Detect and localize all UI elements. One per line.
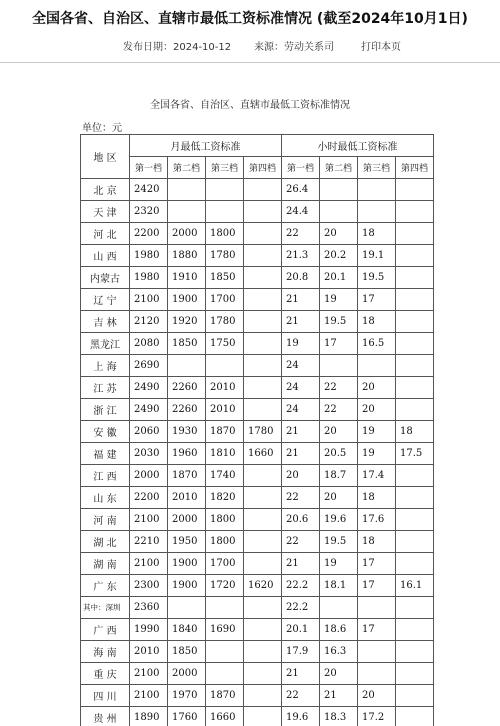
- region-cell: 四 川: [81, 685, 130, 707]
- hourly-tier-2-cell: [320, 355, 358, 377]
- hourly-tier-3-cell: 20: [358, 399, 396, 421]
- hourly-tier-1-cell: 22.2: [282, 575, 320, 597]
- hourly-header: 小时最低工资标准: [282, 135, 434, 157]
- hourly-tier-1-cell: 22: [282, 487, 320, 509]
- hourly-tier-1-cell: 22: [282, 685, 320, 707]
- monthly-tier-1-cell: 2420: [130, 179, 168, 201]
- monthly-tier-4-cell: [244, 663, 282, 685]
- monthly-tier-3-cell: 1800: [206, 531, 244, 553]
- monthly-tier-4-cell: 1660: [244, 443, 282, 465]
- table-row: [81, 509, 434, 531]
- monthly-tier-3-cell: [206, 663, 244, 685]
- hourly-tier-2-cell: [320, 179, 358, 201]
- monthly-header: 月最低工资标准: [130, 135, 282, 157]
- monthly-tier-2-cell: 1960: [168, 443, 206, 465]
- hourly-tier-3-cell: [358, 641, 396, 663]
- hourly-tier-4-cell: 16.1: [396, 575, 434, 597]
- region-cell: 辽 宁: [81, 289, 130, 311]
- hourly-tier-1-cell: 22.2: [282, 597, 320, 619]
- region-cell: 北 京: [81, 179, 130, 201]
- region-cell: 黑龙江: [81, 333, 130, 355]
- hourly-tier-2-cell: 20.5: [320, 443, 358, 465]
- hourly-tier-2-cell: 19: [320, 289, 358, 311]
- table-row: [81, 377, 434, 399]
- hourly-tier-3-cell: 17: [358, 289, 396, 311]
- monthly-tier-2-cell: 1850: [168, 641, 206, 663]
- region-header: 地 区: [81, 135, 130, 179]
- monthly-tier-4-cell: [244, 641, 282, 663]
- monthly-tier-3-cell: 1700: [206, 289, 244, 311]
- hourly-tier-1-cell: 21: [282, 421, 320, 443]
- monthly-tier-1-cell: 1980: [130, 245, 168, 267]
- region-cell: 河 南: [81, 509, 130, 531]
- monthly-tier-1-cell: 1990: [130, 619, 168, 641]
- monthly-tier-2-cell: [168, 179, 206, 201]
- monthly-tier-3-cell: 1660: [206, 707, 244, 726]
- monthly-tier-3-cell: 1850: [206, 267, 244, 289]
- table-row: [81, 245, 434, 267]
- hourly-tier-2-cell: 20: [320, 663, 358, 685]
- monthly-tier-3-cell: 1800: [206, 223, 244, 245]
- hourly-tier-2-cell: 20.2: [320, 245, 358, 267]
- table-row: [81, 443, 434, 465]
- hourly-tier-3-cell: 18: [358, 311, 396, 333]
- hourly-tier-1-cell: 22: [282, 531, 320, 553]
- monthly-tier-1-cell: 2100: [130, 685, 168, 707]
- hourly-tier-3-cell: 19: [358, 421, 396, 443]
- table-row: [81, 311, 434, 333]
- region-cell: 广 东: [81, 575, 130, 597]
- hourly-tier-4-cell: 17.5: [396, 443, 434, 465]
- monthly-tier-4-cell: [244, 685, 282, 707]
- table-row: [81, 553, 434, 575]
- hourly-tier-1-cell: 24: [282, 355, 320, 377]
- hourly-tier-2-cell: [320, 597, 358, 619]
- monthly-tier-1-cell: 2300: [130, 575, 168, 597]
- region-cell: 江 苏: [81, 377, 130, 399]
- region-cell: 湖 北: [81, 531, 130, 553]
- hourly-tier-1-cell: 19: [282, 333, 320, 355]
- region-cell: 湖 南: [81, 553, 130, 575]
- table-row: [81, 465, 434, 487]
- monthly-tier-1-cell: 2200: [130, 487, 168, 509]
- hourly-tier-4-cell: [396, 663, 434, 685]
- page-title: 全国各省、自治区、直辖市最低工资标准情况 (截至2024年10月1日): [32, 11, 468, 27]
- monthly-tier-2-cell: 1840: [168, 619, 206, 641]
- monthly-tier-3-cell: 1870: [206, 421, 244, 443]
- hourly-tier-4-cell: [396, 333, 434, 355]
- unit-label: 单位：元: [82, 123, 122, 134]
- monthly-tier-2-cell: 1900: [168, 575, 206, 597]
- hourly-tier-4-cell: [396, 707, 434, 726]
- table-row: [81, 223, 434, 245]
- monthly-tier-1-cell: 1890: [130, 707, 168, 726]
- table-row: [81, 663, 434, 685]
- hourly-tier-2-cell: 20: [320, 223, 358, 245]
- hourly-tier-4-cell: [396, 245, 434, 267]
- monthly-tier-2-cell: 2000: [168, 663, 206, 685]
- monthly-tier-1-cell: 2060: [130, 421, 168, 443]
- hourly-tier-1-cell: 21: [282, 443, 320, 465]
- hourly-tier-2-cell: 20.1: [320, 267, 358, 289]
- monthly-tier-2-cell: 2260: [168, 399, 206, 421]
- source-label: 来源：劳动关系司: [254, 42, 334, 53]
- hourly-tier-3-cell: 16.5: [358, 333, 396, 355]
- monthly-tier-1-cell: 2010: [130, 641, 168, 663]
- hourly-tier-2-cell: [320, 201, 358, 223]
- monthly-tier-4-cell: [244, 619, 282, 641]
- table-row: [81, 597, 434, 619]
- monthly-tier-4-cell: [244, 289, 282, 311]
- region-cell: 山 西: [81, 245, 130, 267]
- table-title: 全国各省、自治区、直辖市最低工资标准情况: [150, 100, 350, 111]
- monthly-tier-3-cell: [206, 201, 244, 223]
- hourly-tier-3-cell: 17: [358, 619, 396, 641]
- hourly-tier-1-cell: 24: [282, 377, 320, 399]
- monthly-tier-2-cell: [168, 597, 206, 619]
- hourly-tier-3-cell: 17.2: [358, 707, 396, 726]
- hourly-tier-4-cell: [396, 619, 434, 641]
- monthly-tier-3-cell: [206, 179, 244, 201]
- monthly-tier-4-cell: [244, 487, 282, 509]
- monthly-tier-1-cell: 1980: [130, 267, 168, 289]
- monthly-tier-3-cell: 1820: [206, 487, 244, 509]
- monthly-tier-2-cell: 1900: [168, 289, 206, 311]
- hourly-tier-4-cell: [396, 685, 434, 707]
- monthly-tier-3-cell: 1700: [206, 553, 244, 575]
- monthly-tier-1-cell: 2210: [130, 531, 168, 553]
- monthly-tier-2-cell: 1950: [168, 531, 206, 553]
- monthly-tier-1-cell: 2100: [130, 289, 168, 311]
- hourly-tier-3-cell: 19.5: [358, 267, 396, 289]
- monthly-tier-2-cell: [168, 355, 206, 377]
- hourly-tier-3-cell: 19.1: [358, 245, 396, 267]
- table-row: [81, 487, 434, 509]
- monthly-tier-4-cell: [244, 377, 282, 399]
- monthly-tier-2-cell: 2000: [168, 223, 206, 245]
- hourly-tier-2-cell: 20: [320, 487, 358, 509]
- monthly-tier-3-cell: 1870: [206, 685, 244, 707]
- hourly-tier-2-cell: 22: [320, 377, 358, 399]
- region-cell: 广 西: [81, 619, 130, 641]
- hourly-tier-4-cell: [396, 179, 434, 201]
- monthly-tier-3-cell: 1810: [206, 443, 244, 465]
- hourly-tier-3-cell: 18: [358, 487, 396, 509]
- monthly-tier-1-cell: 2120: [130, 311, 168, 333]
- monthly-tier-1-cell: 2360: [130, 597, 168, 619]
- monthly-tier-3-cell: [206, 597, 244, 619]
- hourly-tier-3-cell: [358, 179, 396, 201]
- hourly-tier-1-cell: 24.4: [282, 201, 320, 223]
- hourly-tier-4-cell: [396, 553, 434, 575]
- table-row: [81, 267, 434, 289]
- region-cell: 浙 江: [81, 399, 130, 421]
- monthly-tier-3-cell: 2010: [206, 399, 244, 421]
- monthly-tier-2-cell: 1900: [168, 553, 206, 575]
- monthly-tier-2-cell: [168, 201, 206, 223]
- hourly-tier-3-cell: 17.4: [358, 465, 396, 487]
- monthly-tier-4-cell: [244, 355, 282, 377]
- hourly-tier-4-cell: [396, 311, 434, 333]
- region-cell: 安 徽: [81, 421, 130, 443]
- monthly-tier-1-cell: 2490: [130, 377, 168, 399]
- hourly-tier-3-cell: [358, 355, 396, 377]
- region-cell: 山 东: [81, 487, 130, 509]
- monthly-tier-2-cell: 1970: [168, 685, 206, 707]
- monthly-tier-1-cell: 2490: [130, 399, 168, 421]
- minimum-wage-table: [80, 134, 434, 726]
- monthly-tier-2-cell: 1920: [168, 311, 206, 333]
- monthly-tier-4-cell: [244, 333, 282, 355]
- monthly-tier-4-cell: [244, 201, 282, 223]
- hourly-tier-3-cell: 17.6: [358, 509, 396, 531]
- hourly-tier-2-cell: 20: [320, 421, 358, 443]
- hourly-tier-1-cell: 20.8: [282, 267, 320, 289]
- hourly-tier-3-cell: 17: [358, 553, 396, 575]
- monthly-tier-1-header: 第一档: [130, 157, 168, 179]
- monthly-tier-3-cell: 1800: [206, 509, 244, 531]
- region-cell: 内蒙古: [81, 267, 130, 289]
- hourly-tier-1-cell: 22: [282, 223, 320, 245]
- monthly-tier-1-cell: 2100: [130, 663, 168, 685]
- hourly-tier-1-cell: 24: [282, 399, 320, 421]
- hourly-tier-3-cell: 20: [358, 377, 396, 399]
- monthly-tier-1-cell: 2200: [130, 223, 168, 245]
- monthly-tier-3-cell: 1780: [206, 311, 244, 333]
- monthly-tier-3-cell: [206, 355, 244, 377]
- hourly-tier-2-cell: 22: [320, 399, 358, 421]
- hourly-tier-3-cell: [358, 663, 396, 685]
- hourly-tier-4-cell: [396, 355, 434, 377]
- table-row: [81, 685, 434, 707]
- table-row: [81, 289, 434, 311]
- table-row: [81, 421, 434, 443]
- table-row: [81, 707, 434, 726]
- hourly-tier-1-cell: 26.4: [282, 179, 320, 201]
- table-row: [81, 399, 434, 421]
- monthly-tier-4-cell: [244, 531, 282, 553]
- monthly-tier-4-cell: [244, 597, 282, 619]
- publish-date: 发布日期：2024-10-12: [123, 42, 232, 53]
- monthly-tier-4-header: 第四档: [244, 157, 282, 179]
- hourly-tier-2-cell: 19.6: [320, 509, 358, 531]
- hourly-tier-2-header: 第二档: [320, 157, 358, 179]
- hourly-tier-2-cell: 18.3: [320, 707, 358, 726]
- hourly-tier-1-cell: 19.6: [282, 707, 320, 726]
- region-cell: 福 建: [81, 443, 130, 465]
- print-page-link[interactable]: 打印本页: [361, 42, 401, 53]
- monthly-tier-1-cell: 2100: [130, 553, 168, 575]
- hourly-tier-2-cell: 19: [320, 553, 358, 575]
- table-row: [81, 575, 434, 597]
- monthly-tier-3-cell: 1690: [206, 619, 244, 641]
- monthly-tier-3-cell: 1750: [206, 333, 244, 355]
- region-cell: 天 津: [81, 201, 130, 223]
- hourly-tier-1-cell: 17.9: [282, 641, 320, 663]
- monthly-tier-3-cell: 1720: [206, 575, 244, 597]
- hourly-tier-4-cell: 18: [396, 421, 434, 443]
- hourly-tier-2-cell: 18.7: [320, 465, 358, 487]
- monthly-tier-2-cell: 1910: [168, 267, 206, 289]
- hourly-tier-4-cell: [396, 399, 434, 421]
- hourly-tier-2-cell: 21: [320, 685, 358, 707]
- monthly-tier-1-cell: 2690: [130, 355, 168, 377]
- monthly-tier-3-cell: [206, 641, 244, 663]
- hourly-tier-1-cell: 20.1: [282, 619, 320, 641]
- header-divider: [0, 62, 500, 63]
- hourly-tier-4-cell: [396, 509, 434, 531]
- monthly-tier-4-cell: [244, 245, 282, 267]
- monthly-tier-4-cell: [244, 179, 282, 201]
- monthly-tier-2-cell: 2010: [168, 487, 206, 509]
- hourly-tier-3-header: 第三档: [358, 157, 396, 179]
- hourly-tier-1-cell: 20.6: [282, 509, 320, 531]
- monthly-tier-2-cell: 1880: [168, 245, 206, 267]
- hourly-tier-1-cell: 20: [282, 465, 320, 487]
- hourly-tier-2-cell: 19.5: [320, 531, 358, 553]
- monthly-tier-4-cell: 1780: [244, 421, 282, 443]
- hourly-tier-2-cell: 17: [320, 333, 358, 355]
- monthly-tier-4-cell: [244, 223, 282, 245]
- monthly-tier-4-cell: [244, 465, 282, 487]
- monthly-tier-2-cell: 1870: [168, 465, 206, 487]
- monthly-tier-1-cell: 2080: [130, 333, 168, 355]
- hourly-tier-3-cell: 18: [358, 223, 396, 245]
- hourly-tier-4-cell: [396, 487, 434, 509]
- hourly-tier-1-cell: 21: [282, 289, 320, 311]
- monthly-tier-1-cell: 2320: [130, 201, 168, 223]
- monthly-tier-3-cell: 2010: [206, 377, 244, 399]
- region-cell: 海 南: [81, 641, 130, 663]
- table-row: [81, 531, 434, 553]
- hourly-tier-4-cell: [396, 641, 434, 663]
- hourly-tier-3-cell: 18: [358, 531, 396, 553]
- monthly-tier-2-cell: 2260: [168, 377, 206, 399]
- region-cell: 重 庆: [81, 663, 130, 685]
- hourly-tier-4-cell: [396, 531, 434, 553]
- monthly-tier-4-cell: [244, 707, 282, 726]
- hourly-tier-4-cell: [396, 377, 434, 399]
- region-cell: 吉 林: [81, 311, 130, 333]
- region-cell: 贵 州: [81, 707, 130, 726]
- monthly-tier-2-header: 第二档: [168, 157, 206, 179]
- monthly-tier-2-cell: 1850: [168, 333, 206, 355]
- hourly-tier-3-cell: [358, 201, 396, 223]
- table-row: [81, 619, 434, 641]
- hourly-tier-1-cell: 21: [282, 311, 320, 333]
- region-cell: 河 北: [81, 223, 130, 245]
- monthly-tier-4-cell: [244, 509, 282, 531]
- table-row: [81, 355, 434, 377]
- monthly-tier-1-cell: 2100: [130, 509, 168, 531]
- hourly-tier-1-cell: 21: [282, 553, 320, 575]
- hourly-tier-1-cell: 21.3: [282, 245, 320, 267]
- hourly-tier-4-cell: [396, 201, 434, 223]
- hourly-tier-1-header: 第一档: [282, 157, 320, 179]
- hourly-tier-2-cell: 18.1: [320, 575, 358, 597]
- region-cell: 江 西: [81, 465, 130, 487]
- hourly-tier-2-cell: 16.3: [320, 641, 358, 663]
- region-cell: 上 海: [81, 355, 130, 377]
- monthly-tier-4-cell: [244, 399, 282, 421]
- monthly-tier-2-cell: 1930: [168, 421, 206, 443]
- monthly-tier-4-cell: 1620: [244, 575, 282, 597]
- monthly-tier-4-cell: [244, 311, 282, 333]
- hourly-tier-4-cell: [396, 597, 434, 619]
- hourly-tier-3-cell: 20: [358, 685, 396, 707]
- monthly-tier-2-cell: 2000: [168, 509, 206, 531]
- table-row: [81, 179, 434, 201]
- monthly-tier-3-cell: 1740: [206, 465, 244, 487]
- hourly-tier-4-cell: [396, 465, 434, 487]
- monthly-tier-1-cell: 2030: [130, 443, 168, 465]
- monthly-tier-2-cell: 1760: [168, 707, 206, 726]
- region-cell: 其中：深圳: [81, 597, 130, 619]
- hourly-tier-4-cell: [396, 267, 434, 289]
- table-row: [81, 201, 434, 223]
- hourly-tier-4-header: 第四档: [396, 157, 434, 179]
- table-body: [81, 179, 434, 726]
- monthly-tier-1-cell: 2000: [130, 465, 168, 487]
- hourly-tier-2-cell: 19.5: [320, 311, 358, 333]
- hourly-tier-3-cell: 17: [358, 575, 396, 597]
- hourly-tier-4-cell: [396, 289, 434, 311]
- hourly-tier-1-cell: 21: [282, 663, 320, 685]
- hourly-tier-3-cell: 19: [358, 443, 396, 465]
- monthly-tier-4-cell: [244, 267, 282, 289]
- table-row: [81, 641, 434, 663]
- hourly-tier-2-cell: 18.6: [320, 619, 358, 641]
- hourly-tier-3-cell: [358, 597, 396, 619]
- hourly-tier-4-cell: [396, 223, 434, 245]
- monthly-tier-3-cell: 1780: [206, 245, 244, 267]
- monthly-tier-3-header: 第三档: [206, 157, 244, 179]
- monthly-tier-4-cell: [244, 553, 282, 575]
- table-row: [81, 333, 434, 355]
